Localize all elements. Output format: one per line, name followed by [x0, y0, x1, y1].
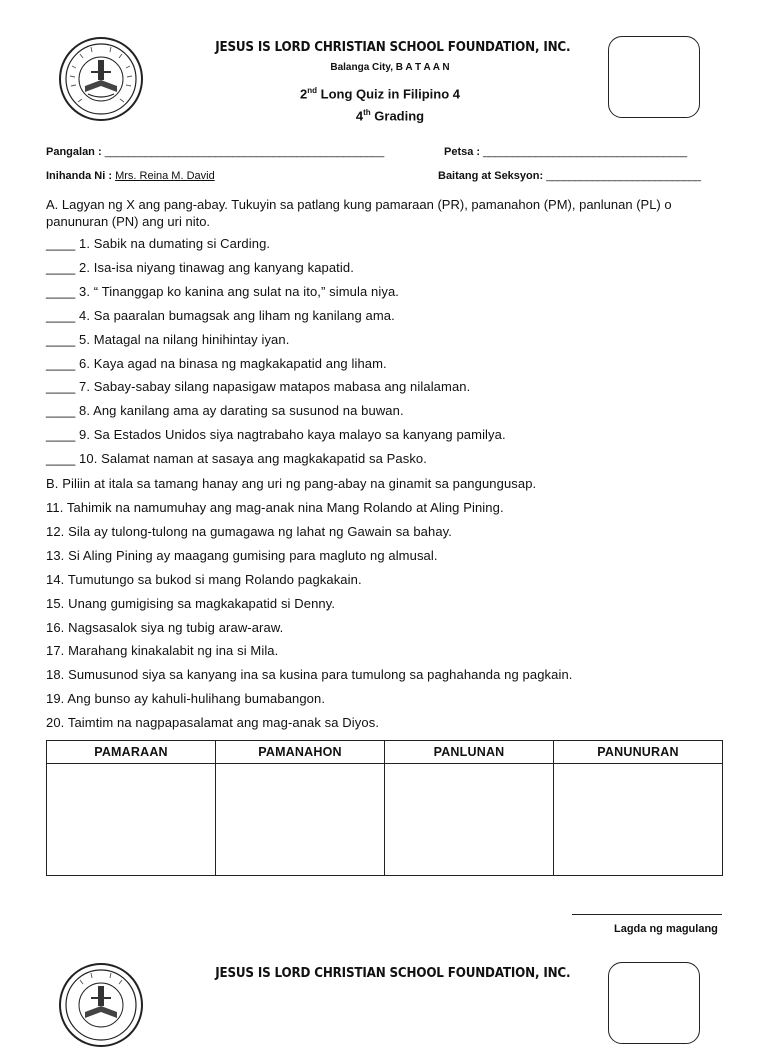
quiz-title: 2nd Long Quiz in Filipino 4 — [300, 86, 460, 102]
column-header-panlunan: PANLUNAN — [385, 741, 554, 764]
school-city: Balanga City, B A T A A N — [330, 62, 450, 73]
part-a-item-8: ____ 8. Ang kanilang ama ay darating sa susunod na buwan. — [46, 403, 404, 419]
part-a-instruction: A. Lagyan ng X ang pang-abay. Tukuyin sa patlang kung pamaraan (PR), pamanahon (PM), panlunan (PL) o panunuran (PN) ang uri nito. — [46, 197, 672, 229]
prepared-by-field — [46, 170, 215, 182]
footer-school-seal-logo — [58, 962, 144, 1048]
part-b-item-9: 19. Ang bunso ay kahuli-hulihang bumabangon. — [46, 691, 326, 707]
section-blank[interactable]: ___________________________ — [546, 170, 701, 182]
column-header-panunuran: PANUNURAN — [554, 741, 723, 764]
part-a-item-6: ____ 6. Kaya agad na binasa ng magkakapatid ang liham. — [46, 355, 387, 371]
part-a-item-5: ____ 5. Matagal na nilang hinihintay iyan. — [46, 331, 290, 347]
signature-line[interactable] — [572, 914, 722, 915]
answer-cell-panlunan[interactable] — [385, 764, 554, 876]
column-header-pamaraan: PAMARAAN — [47, 741, 216, 764]
answer-cell-pamaraan[interactable] — [47, 764, 216, 876]
part-a-item-7: ____ 7. Sabay-sabay silang napasigaw matapos mabasa ang nilalaman. — [46, 379, 471, 395]
photo-box — [608, 36, 700, 118]
answer-cell-panunuran[interactable] — [554, 764, 723, 876]
grading-title: 4th Grading — [355, 108, 425, 124]
footer-school-name: JESUS IS LORD CHRISTIAN SCHOOL FOUNDATION, INC. — [215, 966, 571, 981]
part-b-item-5: 15. Unang gumigising sa magkakapatid si Denny. — [46, 595, 336, 611]
section-label: Baitang at Seksyon: — [438, 170, 544, 182]
part-b-instruction: B. Piliin at itala sa tamang hanay ang uri ng pang-abay na ginamit sa pangungusap. — [46, 476, 537, 491]
date-field[interactable] — [444, 146, 687, 158]
part-a-item-4: ____ 4. Sa paaralan bumagsak ang liham ng kanilang ama. — [46, 307, 395, 323]
part-a-item-1: ____ 1. Sabik na dumating si Carding. — [46, 236, 271, 251]
column-header-pamanahon: PAMANAHON — [216, 741, 385, 764]
part-a-item-3: ____ 3. “ Tinanggap ko kanina ang sulat na ito,” simula niya. — [46, 283, 399, 299]
answer-cell-pamanahon[interactable] — [216, 764, 385, 876]
part-a-item-9: ____ 9. Sa Estados Unidos siya nagtrabaho kaya malayo sa kanyang pamilya. — [46, 427, 506, 443]
prepared-by-label: Inihanda Ni : — [46, 170, 112, 182]
footer-photo-box — [608, 962, 700, 1044]
part-b-item-3: 13. Si Aling Pining ay maagang gumising para magluto ng almusal. — [46, 547, 438, 563]
part-b-item-10: 20. Taimtim na nagpapasalamat ang mag-anak sa Diyos. — [46, 715, 380, 731]
part-a-item-2: ____ 2. Isa-isa niyang tinawag ang kanyang kapatid. — [46, 259, 354, 275]
school-seal-logo — [58, 36, 144, 122]
part-b-item-6: 16. Nagsasalok siya ng tubig araw-araw. — [46, 619, 284, 635]
name-blank[interactable]: ________________________________________________ — [104, 146, 384, 158]
part-b-item-8: 18. Sumusunod siya sa kanyang ina sa kusina para tumulong sa paghahanda ng pagkain. — [46, 667, 573, 683]
date-blank[interactable]: ___________________________________ — [483, 146, 687, 158]
part-a-item-10: ____ 10. Salamat naman at sasaya ang magkakapatid sa Pasko. — [46, 451, 427, 467]
prepared-by-value: Mrs. Reina M. David — [115, 170, 215, 182]
part-b-item-7: 17. Marahang kinakalabit ng ina si Mila. — [46, 643, 279, 659]
part-b-item-4: 14. Tumutungo sa bukod si mang Rolando pagkakain. — [46, 571, 362, 587]
name-label: Pangalan : — [46, 146, 102, 158]
part-b-item-1: 11. Tahimik na namumuhay ang mag-anak nina Mang Rolando at Aling Pining. — [46, 500, 504, 515]
section-field[interactable] — [438, 170, 701, 182]
school-name: JESUS IS LORD CHRISTIAN SCHOOL FOUNDATION, INC. — [215, 40, 571, 55]
signature-label: Lagda ng magulang — [614, 923, 718, 935]
name-field[interactable] — [46, 146, 384, 158]
part-b-item-2: 12. Sila ay tulong-tulong na gumagawa ng lahat ng Gawain sa bahay. — [46, 523, 453, 539]
answer-table — [46, 740, 723, 876]
date-label: Petsa : — [444, 146, 481, 158]
